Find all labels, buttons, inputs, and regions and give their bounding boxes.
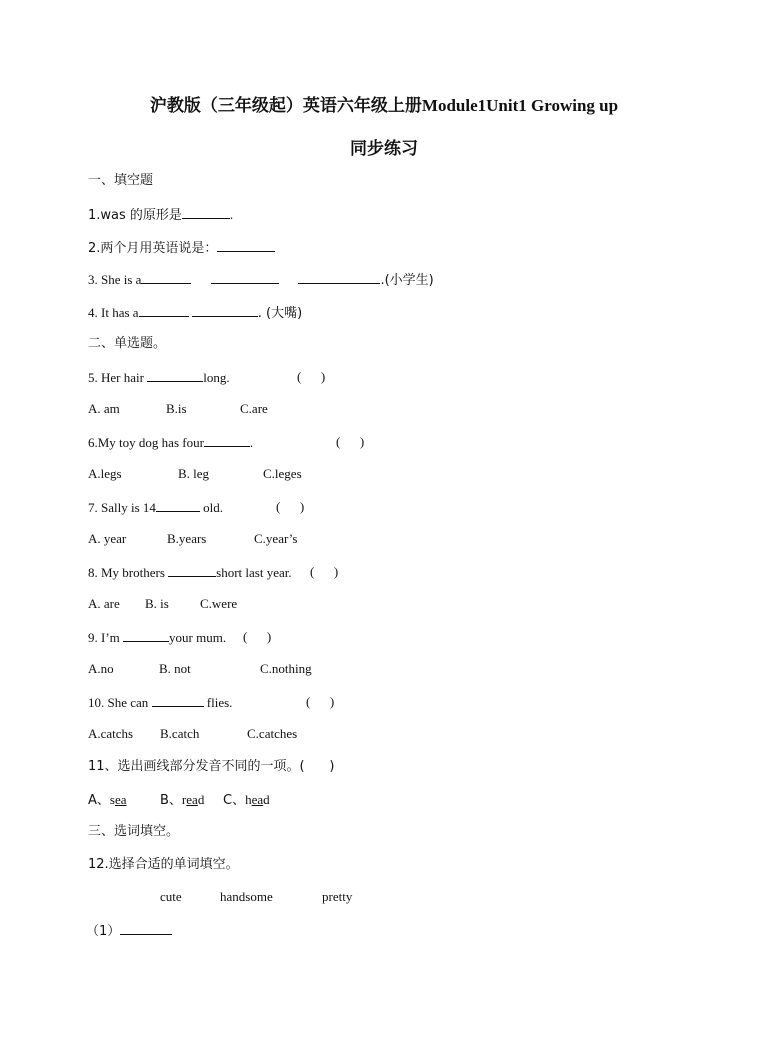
question-1: 1.was 的原形是 . [88,207,234,223]
option-a[interactable]: A.no [88,661,114,676]
blank[interactable] [168,564,216,577]
blank[interactable] [217,239,275,252]
section-heading-choice: 二、单选题。 [88,336,167,351]
question-8: 8. My brothers short last year. [88,565,292,580]
answer-paren[interactable]: ( ) [310,564,339,579]
blank[interactable] [152,694,204,707]
option-b[interactable]: B. leg [178,466,210,481]
option-c[interactable]: C.year’s [254,531,298,546]
option-b[interactable]: B.is [166,401,187,416]
blank[interactable] [120,922,172,935]
option-a[interactable]: A、sea [88,792,127,808]
blank[interactable] [123,629,169,642]
answer-paren[interactable]: ( ) [297,369,326,384]
section-heading-word-fill: 三、选词填空。 [88,824,180,839]
option-b[interactable]: B. not [159,661,191,676]
option-a[interactable]: A. are [88,596,120,611]
option-a[interactable]: A. am [88,401,120,416]
page-title: 沪教版（三年级起）英语六年级上册Module1Unit1 Growing up [149,96,619,115]
blank[interactable] [147,369,203,382]
question-5: 5. Her hair long. [88,370,230,385]
blank[interactable] [211,271,279,284]
option-c[interactable]: C、head [223,792,270,808]
option-c[interactable]: C.catches [247,726,298,741]
section-heading-fill: 一、填空题 [88,173,154,188]
word-bank-item: cute [160,889,182,904]
blank[interactable] [192,304,258,317]
answer-paren[interactable]: ( ) [336,434,365,449]
question-4: 4. It has a . (大嘴) [88,305,303,321]
answer-paren[interactable]: ( ) [306,694,335,709]
blank[interactable] [298,271,380,284]
underlined-letters: ea [251,792,264,807]
question-2: 2.两个月用英语说是： [88,239,275,257]
answer-paren[interactable]: ( ) [276,499,305,514]
blank[interactable] [141,271,191,284]
option-b[interactable]: B.years [167,531,207,546]
question-6: 6.My toy dog has four . [88,435,254,450]
question-11: 11、选出画线部分发音不同的一项。( ) [88,759,335,774]
blank[interactable] [139,304,189,317]
question-7: 7. Sally is 14 old. [88,500,224,515]
question-10: 10. She can flies. [88,695,233,710]
underlined-letters: ea [186,792,198,807]
question-12: 12.选择合适的单词填空。 [88,857,239,872]
option-c[interactable]: C.are [240,401,268,416]
option-a[interactable]: A. year [88,531,127,546]
question-9: 9. I’m your mum. [88,630,227,645]
option-c[interactable]: C.were [200,596,238,611]
option-b[interactable]: B. is [145,596,169,611]
question-12-sub-1: （1） [86,922,172,940]
option-a[interactable]: A.catchs [88,726,134,741]
page-subtitle: 同步练习 [350,139,418,158]
word-bank-item: handsome [220,889,273,904]
option-c[interactable]: C.leges [263,466,302,481]
option-a[interactable]: A.legs [88,466,122,481]
option-b[interactable]: B.catch [160,726,200,741]
underlined-letters: ea [114,792,127,807]
option-b[interactable]: B、read [160,792,205,808]
blank[interactable] [182,206,230,219]
word-bank-item: pretty [322,889,353,904]
blank[interactable] [204,434,250,447]
question-3: 3. She is a .(小学生) [88,272,434,288]
option-c[interactable]: C.nothing [260,661,312,676]
answer-paren[interactable]: ( ) [243,629,272,644]
blank[interactable] [156,499,200,512]
